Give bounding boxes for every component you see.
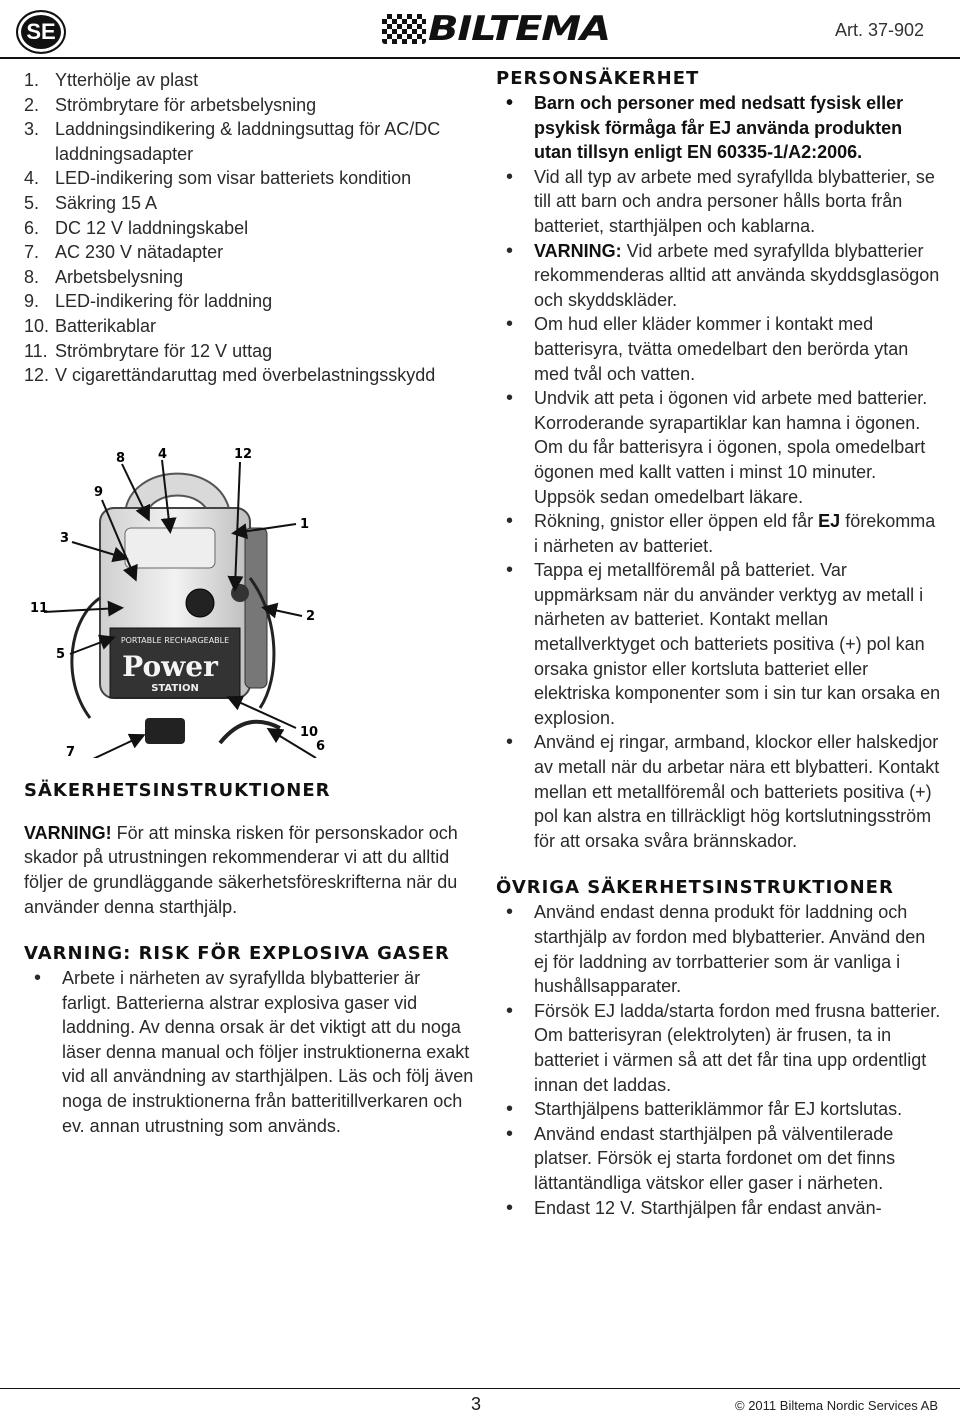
- callout-label: 12: [234, 446, 253, 462]
- list-item: • Arbete i närheten av syrafyllda blybatterier är farligt. Batterierna alstrar explosiva gaser vid laddning. Av denna orsak är det viktigt att du noga läser denna manual och följer instruktionerna exakt vid all användning av starthjälpen. Läs och följ även noga de instruktionerna från batteritillverkaren och ev. annan utrustning som används.: [24, 966, 474, 1138]
- parts-list: [24, 68, 474, 388]
- list-item: • Starthjälpens batteriklämmor får EJ kortslutas.: [496, 1097, 941, 1122]
- callout-label: 2: [306, 608, 316, 624]
- personal-safety-list: [496, 91, 941, 853]
- checkered-flag-icon: [382, 14, 426, 44]
- socket-shape: [231, 584, 249, 602]
- work-light-shape: [125, 528, 215, 568]
- safety-warning-paragraph: [24, 821, 474, 919]
- header-rule: [0, 57, 960, 59]
- callout-label: 10: [300, 724, 319, 740]
- parts-item: 6. DC 12 V laddningskabel: [24, 217, 249, 238]
- safety-heading: SÄKERHETSINSTRUKTIONER: [24, 779, 331, 801]
- list-item: • Barn och personer med nedsatt fysisk eller psykisk förmåga får EJ använda produkten utan tillsyn enligt EN 60335-1/A2:2006.: [496, 91, 941, 165]
- knob-shape: [186, 589, 214, 617]
- battery-cable-shape: [72, 598, 100, 718]
- callout-label: 4: [158, 446, 168, 462]
- callout-label: 1: [300, 516, 310, 532]
- callout-label: 6: [316, 738, 326, 754]
- parts-item: 11. Strömbrytare för 12 V uttag: [24, 340, 273, 361]
- callout-label: 5: [56, 646, 66, 662]
- list-item: • Endast 12 V. Starthjälpen får endast använ-: [496, 1196, 941, 1221]
- article-number: Art. 37-902: [834, 20, 924, 40]
- product-diagram: [30, 418, 370, 758]
- list-item: • Rökning, gnistor eller öppen eld får EJ förekomma i närheten av batteriet.: [496, 509, 941, 558]
- list-item: • Om hud eller kläder kommer i kontakt med batterisyra, tvätta omedelbart den berörda ytan med tvål och vatten.: [496, 312, 941, 386]
- list-item: • Använd endast starthjälpen på välventilerade platser. Försök ej starta fordonet om det finns lättantändliga vätskor eller gaser i närheten.: [496, 1122, 941, 1196]
- page-number: 3: [471, 1394, 482, 1414]
- parts-item: 9. LED-indikering för laddning: [24, 291, 273, 312]
- dc-cable-shape: [220, 721, 280, 742]
- warning-text: För att minska risken för personskador och skador på utrustningen rekommenderar vi att du alltid följer de grundläggande säkerhetsföreskrifterna när du använder denna starthjälp.: [24, 822, 458, 917]
- other-safety-list: [496, 900, 941, 1220]
- page-header: [0, 0, 960, 62]
- callout-label: 11: [30, 600, 49, 616]
- personal-safety-heading: PERSONSÄKERHET: [496, 68, 700, 89]
- warning-label: VARNING!: [24, 822, 112, 843]
- parts-item: 5. Säkring 15 A: [24, 192, 158, 213]
- sticker-power-text: Power: [122, 649, 218, 683]
- adapter-shape: [145, 718, 185, 744]
- parts-item: 4. LED-indikering som visar batteriets kondition: [24, 168, 412, 189]
- parts-item: 10. Batterikablar: [24, 315, 157, 336]
- right-column: [496, 68, 941, 1220]
- callout-label: 9: [94, 484, 104, 500]
- list-item: • Tappa ej metallföremål på batteriet. Var uppmärksam när du använder verktyg av metall i närheten av batteriet. Kontakt mellan metallverktyget och batteriets positiva (+) pol kan orsaka gnistor eller kortsluta batteriet eller elektriska komponenter som i sin tur kan orsaka en explosion.: [496, 558, 941, 730]
- footer-rule: [0, 1388, 960, 1389]
- parts-item: 12. V cigarettändaruttag med överbelastningsskydd: [24, 365, 436, 386]
- list-item: • Vid all typ av arbete med syrafyllda blybatterier, se till att barn och andra personer hålls borta från batteriet, starthjälpen och kablarna.: [496, 165, 941, 239]
- callout-label: 3: [60, 530, 70, 546]
- parts-item: 3. Laddningsindikering & laddningsuttag för AC/DC laddningsadapter: [24, 119, 441, 164]
- list-item: • Försök EJ ladda/starta fordon med frusna batterier. Om batterisyran (elektrolyten) är frusen, ta in batteriet i värmen så att det får tina upp ordentligt innan det laddas.: [496, 999, 941, 1097]
- other-safety-heading: ÖVRIGA SÄKERHETSINSTRUKTIONER: [496, 877, 894, 899]
- left-column: [24, 68, 474, 1138]
- copyright-notice: © 2011 Biltema Nordic Services AB: [735, 1398, 938, 1413]
- parts-item: 8. Arbetsbelysning: [24, 266, 184, 287]
- callout-label: 8: [116, 450, 126, 466]
- list-item: • Använd endast denna produkt för laddning och starthjälp av fordon med blybatterier. Använd den ej för laddning av torrbatterier som är vanliga i hushållsapparater.: [496, 900, 941, 998]
- sticker-top-text: PORTABLE RECHARGEABLE: [120, 635, 230, 645]
- language-badge: SE: [16, 10, 66, 54]
- biltema-logo: [382, 9, 610, 49]
- side-panel-shape: [245, 528, 267, 688]
- parts-item: 7. AC 230 V nätadapter: [24, 242, 224, 263]
- callout-label: 7: [66, 744, 76, 758]
- explosive-gas-heading: VARNING: RISK FÖR EXPLOSIVA GASER: [24, 943, 450, 965]
- parts-item: 2. Strömbrytare för arbetsbelysning: [24, 94, 317, 115]
- sticker-station-text: STATION: [151, 682, 199, 694]
- parts-item: 1. Ytterhölje av plast: [24, 70, 199, 90]
- list-item: • Använd ej ringar, armband, klockor eller halskedjor av metall när du arbetar nära ett blybatteri. Kontakt mellan ett metallföremål och batteriets positiva (+) pol kan alstra en tillräckligt hög kortslutningsström för att orsaka svåra brännskador.: [496, 730, 941, 853]
- power-station-illustration: [30, 418, 370, 758]
- list-item: • Undvik att peta i ögonen vid arbete med batterier. Korroderande syrapartiklar kan hamna i ögonen. Om du får batterisyra i ögonen, spola omedelbart ögonen med kallt vatten i minst 10 minuter. Uppsök sedan omedelbart läkare.: [496, 386, 941, 509]
- explosive-gas-list: [24, 966, 474, 1138]
- list-item: • VARNING: Vid arbete med syrafyllda blybatterier rekommenderas alltid att använda skyddsglasögon och skyddskläder.: [496, 239, 941, 313]
- brand-name: BILTEMA: [428, 9, 610, 49]
